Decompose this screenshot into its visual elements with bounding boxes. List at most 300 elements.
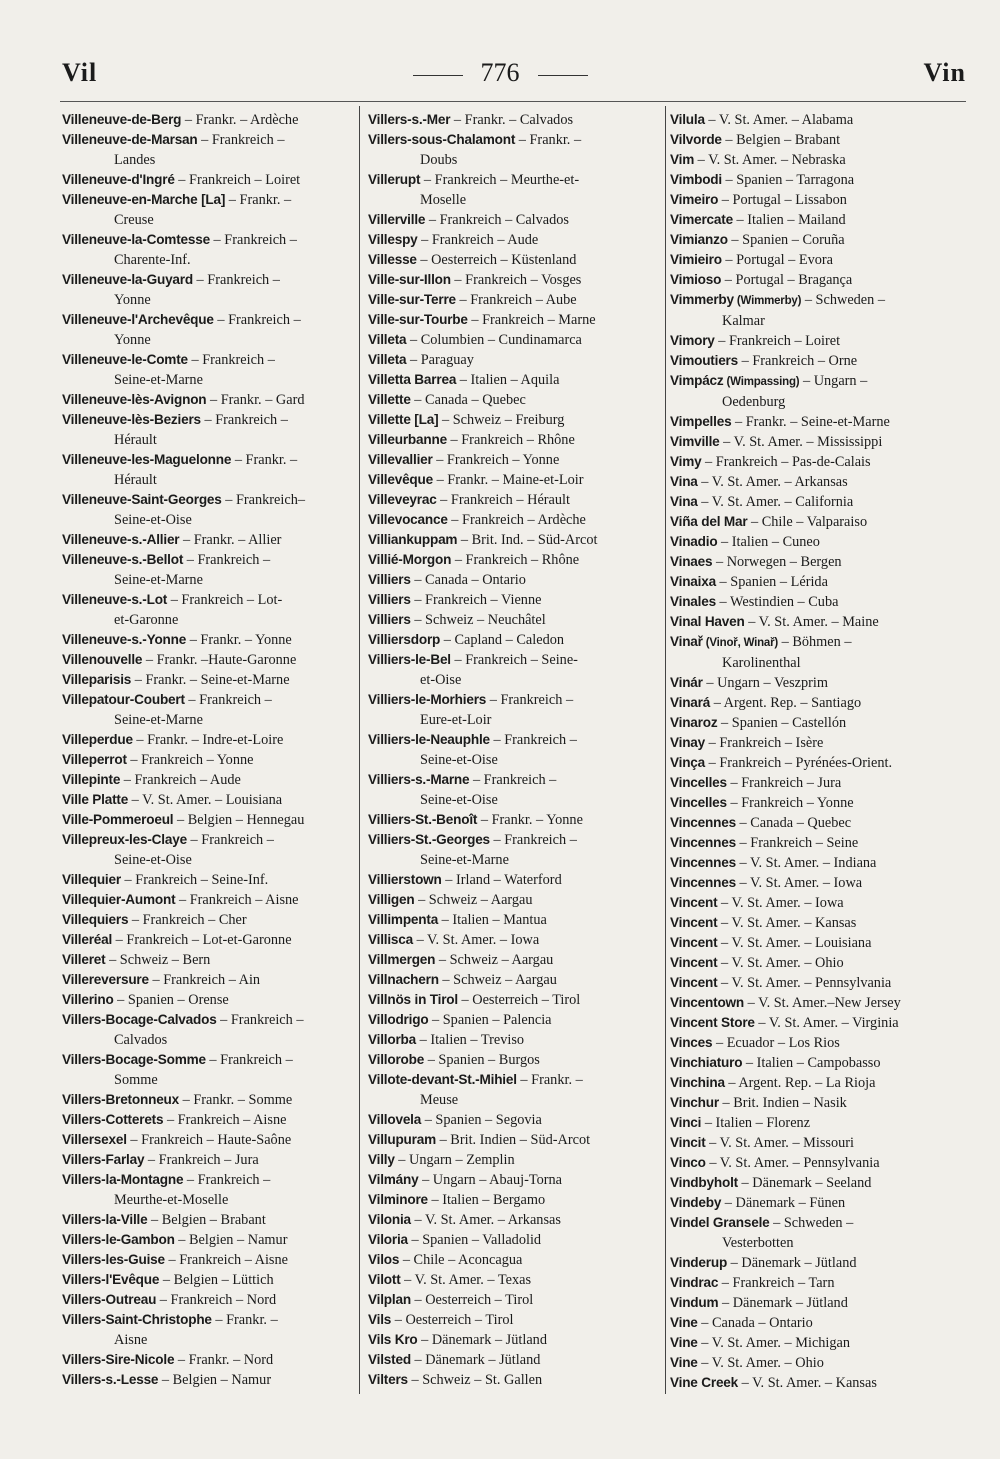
entry-headword: Vincent <box>670 975 718 990</box>
gazetteer-entry <box>368 990 660 1010</box>
entry-headword: Villodrigo <box>368 1012 429 1027</box>
entry-headword: Villeneuve-lès-Avignon <box>62 392 207 407</box>
entry-headword: Vincennes <box>670 815 736 830</box>
entry-headword: Villote-devant-St.-Mihiel <box>368 1072 517 1087</box>
entry-location: – Frankreich – Aisne <box>175 892 299 908</box>
gazetteer-entry <box>670 693 966 713</box>
entry-location: – Frankreich – Pyrénées-Orient. <box>705 755 893 771</box>
gazetteer-entry <box>670 632 966 673</box>
gazetteer-entry <box>62 690 352 730</box>
gazetteer-entry <box>62 1370 352 1390</box>
entry-location: – V. St. Amer. – Pennsylvania <box>717 975 892 991</box>
entry-location: – Frankreich – Yonne <box>726 795 854 811</box>
entry-headword: Vincent <box>670 895 718 910</box>
entry-location: – V. St. Amer. – Indiana <box>735 855 877 871</box>
entry-headword: Viña del Mar <box>670 514 748 529</box>
gazetteer-entry <box>62 750 352 770</box>
entry-headword: Villiers <box>368 612 411 627</box>
gazetteer-entry <box>368 1110 660 1130</box>
entry-location: – V. St. Amer. – Virginia <box>754 1015 899 1031</box>
entry-headword: Vindeby <box>670 1195 722 1210</box>
entry-headword: Villeneuve-les-Maguelonne <box>62 452 232 467</box>
entry-headword: Vinár <box>670 675 703 690</box>
entry-headword: Villette <box>368 392 411 407</box>
entry-location: – Capland – Caledon <box>440 632 565 648</box>
gazetteer-entry <box>62 270 352 310</box>
entry-headword: Vinal Haven <box>670 614 745 629</box>
entry-headword: Vinaixa <box>670 574 716 589</box>
entry-location: – Spanien – Castellón <box>717 715 847 731</box>
gazetteer-entry <box>62 1130 352 1150</box>
entry-headword: Villeneuve-d'Ingré <box>62 172 175 187</box>
entry-location: – Spanien – Valladolid <box>407 1232 542 1248</box>
entry-location: – Frankreich – Marne <box>467 312 596 328</box>
entry-location: – Frankreich – Pas-de-Calais <box>701 454 871 470</box>
entry-headword: Vincent <box>670 915 718 930</box>
gazetteer-entry <box>670 1133 966 1153</box>
entry-location: – Oesterreich – Küstenland <box>416 252 577 268</box>
entry-location: – Schweiz – Aargau <box>435 952 554 968</box>
gazetteer-entry <box>670 1113 966 1133</box>
entry-location: – Paraguay <box>406 352 474 368</box>
entry-location: – Irland – Waterford <box>441 872 562 888</box>
gazetteer-entry <box>62 810 352 830</box>
entry-headword: Villierstown <box>368 872 442 887</box>
entry-headword: Villmergen <box>368 952 436 967</box>
entry-location: – Frankr. – <box>516 1072 583 1088</box>
entry-location: – Frankreich – <box>187 352 275 368</box>
gazetteer-entry <box>670 250 966 270</box>
entry-location: – Oesterreich – Tirol <box>457 992 581 1008</box>
entry-location: – Schweiz – St. Gallen <box>407 1372 543 1388</box>
gazetteer-entry <box>670 1033 966 1053</box>
entry-headword: Vincelles <box>670 795 727 810</box>
gazetteer-entry <box>670 230 966 250</box>
entry-location: – V. St. Amer.–New Jersey <box>744 995 901 1011</box>
gazetteer-entry <box>368 510 660 530</box>
entry-headword: Ville-sur-Terre <box>368 292 456 307</box>
entry-location: – Frankreich – Haute-Saône <box>126 1132 292 1148</box>
page-header <box>0 58 1000 98</box>
entry-location: – Frankreich – Hérault <box>436 492 571 508</box>
gazetteer-entry <box>368 250 660 270</box>
gazetteer-entry <box>670 150 966 170</box>
entry-headword: Villers-Saint-Christophe <box>62 1312 212 1327</box>
entry-location: – Dänemark – Fünen <box>721 1195 846 1211</box>
gazetteer-entry <box>368 470 660 490</box>
entry-headword: Villerupt <box>368 172 421 187</box>
gazetteer-entry <box>670 1373 966 1393</box>
entry-headword: Villiers-s.-Marne <box>368 772 470 787</box>
entry-headword: Vilters <box>368 1372 408 1387</box>
gazetteer-entry <box>368 370 660 390</box>
entry-continuation: Hérault <box>114 472 157 488</box>
gazetteer-entry <box>670 572 966 592</box>
entry-location: – V. St. Amer. – Louisiana <box>717 935 872 951</box>
entry-headword: Vinará <box>670 695 711 710</box>
gazetteer-entry <box>368 390 660 410</box>
gazetteer-entry <box>368 1170 660 1190</box>
entry-headword: Viloria <box>368 1232 408 1247</box>
entry-headword: Vinales <box>670 594 716 609</box>
entry-continuation: Aisne <box>114 1332 148 1348</box>
header-dash-left <box>413 75 463 76</box>
entry-location: – V. St. Amer. – Mississippi <box>719 434 883 450</box>
entry-headword: Villeneuve-s.-Lot <box>62 592 168 607</box>
entry-headword: Vinces <box>670 1035 713 1050</box>
entry-continuation: Somme <box>114 1072 158 1088</box>
entry-headword: Villers-Sire-Nicole <box>62 1352 175 1367</box>
entry-headword: Vinchiaturo <box>670 1055 743 1070</box>
gazetteer-entry <box>62 1090 352 1110</box>
entry-continuation: Meurthe-et-Moselle <box>114 1192 229 1208</box>
entry-headword: Villespy <box>368 232 418 247</box>
entry-headword: Vilplan <box>368 1292 411 1307</box>
entry-headword: Vinchina <box>670 1075 725 1090</box>
entry-location: – Spanien – Orense <box>113 992 229 1008</box>
gazetteer-entry <box>670 1313 966 1333</box>
entry-location: – V. St. Amer. – Nebraska <box>694 152 846 168</box>
gazetteer-entry <box>670 993 966 1013</box>
entry-location: – Schweiz – Freiburg <box>438 412 565 428</box>
entry-headword: Vindrac <box>670 1275 719 1290</box>
gazetteer-entry <box>62 910 352 930</box>
gazetteer-entry <box>368 550 660 570</box>
gazetteer-entry <box>670 190 966 210</box>
entry-location: – Canada – Quebec <box>410 392 526 408</box>
entry-location: – Ungarn – Veszprim <box>702 675 828 691</box>
entry-continuation: Landes <box>114 152 156 168</box>
entry-headword: Villereversure <box>62 972 149 987</box>
gazetteer-entry <box>670 1353 966 1373</box>
entry-headword: Ville-sur-Illon <box>368 272 451 287</box>
entry-location: – Frankreich – Loiret <box>174 172 301 188</box>
entry-headword: Vinci <box>670 1115 702 1130</box>
entry-location: – Ecuador – Los Rios <box>712 1035 840 1051</box>
gazetteer-entry <box>62 830 352 870</box>
gazetteer-entry <box>368 430 660 450</box>
gazetteer-entry <box>62 670 352 690</box>
entry-headword: Vincennes <box>670 835 736 850</box>
entry-location: – Frankreich – Ain <box>148 972 261 988</box>
gazetteer-entry <box>368 330 660 350</box>
entry-location: – Böhmen – <box>778 634 852 650</box>
gazetteer-entry <box>368 110 660 130</box>
gazetteer-entry <box>670 913 966 933</box>
entry-headword: Villerino <box>62 992 114 1007</box>
gazetteer-entry <box>62 110 352 130</box>
gazetteer-entry <box>670 452 966 472</box>
entry-headword: Villupuram <box>368 1132 436 1147</box>
entry-headword: Villiers-le-Morhiers <box>368 692 487 707</box>
entry-location: – Westindien – Cuba <box>715 594 839 610</box>
header-left-keyword: Vil <box>62 58 98 87</box>
entry-headword: Villiers-St.-Georges <box>368 832 490 847</box>
entry-headword: Villeneuve-de-Marsan <box>62 132 198 147</box>
entry-headword: Vincelles <box>670 775 727 790</box>
entry-location: – Frankreich – <box>200 412 288 428</box>
entry-location: – V. St. Amer. – Ohio <box>697 1355 824 1371</box>
entry-headword: Villequier <box>62 872 121 887</box>
gazetteer-entry <box>368 810 660 830</box>
column-divider-1 <box>359 106 360 1394</box>
entry-headword: Vindbyholt <box>670 1175 738 1190</box>
entry-headword: Villy <box>368 1152 395 1167</box>
gazetteer-entry <box>670 552 966 572</box>
entry-location: – Frankreich – Aisne <box>164 1252 288 1268</box>
gazetteer-entry <box>62 190 352 230</box>
column-1 <box>62 110 352 1390</box>
gazetteer-entry <box>368 930 660 950</box>
gazetteer-entry <box>368 1350 660 1370</box>
entry-location: – Frankreich – Ardèche <box>447 512 586 528</box>
gazetteer-entry <box>368 170 660 210</box>
gazetteer-entry <box>670 793 966 813</box>
entry-headword: Villeta <box>368 332 407 347</box>
gazetteer-entry <box>368 1130 660 1150</box>
entry-location: – Frankreich – Yonne <box>126 752 254 768</box>
gazetteer-entry <box>368 570 660 590</box>
gazetteer-entry <box>368 970 660 990</box>
entry-location: – Frankr. –Haute-Garonne <box>142 652 297 668</box>
entry-location: – Frankr. – Indre-et-Loire <box>132 732 284 748</box>
entry-continuation: Seine-et-Marne <box>114 572 203 588</box>
entry-location: – Frankreich – Vienne <box>410 592 542 608</box>
gazetteer-entry <box>62 950 352 970</box>
entry-continuation: Seine-et-Oise <box>420 752 498 768</box>
gazetteer-entry <box>368 530 660 550</box>
entry-continuation: Vesterbotten <box>722 1235 794 1251</box>
entry-headword: Vine <box>670 1335 698 1350</box>
gazetteer-entry <box>670 1173 966 1193</box>
entry-location: – V. St. Amer. – Maine <box>744 614 879 630</box>
entry-location: – Italien – Treviso <box>416 1032 525 1048</box>
entry-location: – V. St. Amer. – Kansas <box>717 915 857 931</box>
gazetteer-entry <box>368 310 660 330</box>
entry-location: – V. St. Amer. – Alabama <box>704 112 854 128</box>
entry-continuation: Seine-et-Oise <box>114 852 192 868</box>
gazetteer-entry <box>670 331 966 351</box>
gazetteer-entry <box>670 833 966 853</box>
gazetteer-entry <box>670 1093 966 1113</box>
entry-headword: Villiers-le-Neauphle <box>368 732 490 747</box>
entry-headword: Ville Platte <box>62 792 129 807</box>
gazetteer-entry <box>368 870 660 890</box>
entry-location: – V. St. Amer. – Missouri <box>705 1135 855 1151</box>
gazetteer-entry <box>368 230 660 250</box>
entry-headword: Villiers-le-Bel <box>368 652 451 667</box>
entry-location: – Italien – Florenz <box>701 1115 811 1131</box>
gazetteer-entry <box>670 351 966 371</box>
gazetteer-entry <box>670 512 966 532</box>
entry-location: – Schweden – <box>801 292 886 308</box>
gazetteer-entry <box>62 390 352 410</box>
entry-location: – Brit. Indien – Süd-Arcot <box>436 1132 591 1148</box>
entry-headword: Villisca <box>368 932 414 947</box>
gazetteer-entry <box>62 1170 352 1210</box>
entry-location: – Frankr. – <box>515 132 582 148</box>
entry-continuation: Creuse <box>114 212 154 228</box>
gazetteer-entry <box>368 350 660 370</box>
gazetteer-entry <box>62 590 352 630</box>
gazetteer-entry <box>670 492 966 512</box>
entry-location: – Brit. Ind. – Süd-Arcot <box>457 532 598 548</box>
gazetteer-entry <box>670 1053 966 1073</box>
entry-headword: Vincentown <box>670 995 745 1010</box>
entry-location: – Canada – Ontario <box>410 572 526 588</box>
entry-location: – Frankreich – Tarn <box>718 1275 835 1291</box>
entry-headword: Villeneuve-lès-Beziers <box>62 412 201 427</box>
entry-headword: Vindel Granselе <box>670 1215 770 1230</box>
entry-headword: Vimeiro <box>670 192 719 207</box>
entry-location: – Schweden – <box>769 1215 854 1231</box>
gazetteer-entry <box>62 630 352 650</box>
entry-headword: Villers-la-Montagne <box>62 1172 184 1187</box>
gazetteer-entry <box>368 610 660 630</box>
entry-alt-name: (Vinoř, Winař) <box>702 637 779 649</box>
gazetteer-entry <box>62 1270 352 1290</box>
entry-location: – V. St. Amer. – Texas <box>400 1272 532 1288</box>
entry-location: – Ungarn – Zemplin <box>394 1152 515 1168</box>
entry-headword: Villorba <box>368 1032 417 1047</box>
entry-location: – Frankr. – Allier <box>179 532 282 548</box>
gazetteer-entry <box>62 310 352 350</box>
gazetteer-entry <box>62 130 352 170</box>
entry-headword: Villers-Bretonneux <box>62 1092 180 1107</box>
entry-headword: Villers-Farlay <box>62 1152 145 1167</box>
entry-headword: Vindum <box>670 1295 719 1310</box>
entry-location: – V. St. Amer. – Iowa <box>413 932 540 948</box>
entry-headword: Vina <box>670 474 698 489</box>
entry-headword: Villers-la-Ville <box>62 1212 148 1227</box>
entry-continuation: Seine-et-Oise <box>114 512 192 528</box>
entry-continuation: Calvados <box>114 1032 168 1048</box>
entry-location: – V. St. Amer. – Louisiana <box>128 792 283 808</box>
gazetteer-entry <box>670 933 966 953</box>
gazetteer-entry <box>670 753 966 773</box>
gazetteer-entry <box>368 1150 660 1170</box>
gazetteer-entry <box>62 1050 352 1090</box>
entry-location: – Belgien – Hennegau <box>173 812 305 828</box>
entry-headword: Villers-le-Gambon <box>62 1232 175 1247</box>
gazetteer-entry <box>670 270 966 290</box>
entry-headword: Villnachern <box>368 972 439 987</box>
entry-location: – Belgien – Namur <box>158 1372 272 1388</box>
entry-location: – Columbien – Cundinamarca <box>406 332 582 348</box>
gazetteer-entry <box>368 1370 660 1390</box>
entry-location: – Spanien – Coruña <box>727 232 845 248</box>
column-3 <box>670 110 966 1393</box>
gazetteer-entry <box>670 733 966 753</box>
entry-location: – Frankr. – Ardèche <box>181 112 299 128</box>
entry-continuation: et-Garonne <box>114 612 179 628</box>
gazetteer-entry <box>670 1273 966 1293</box>
column-divider-2 <box>665 106 666 1394</box>
entry-headword: Vilvorde <box>670 132 722 147</box>
gazetteer-entry <box>62 1110 352 1130</box>
entry-location: – Frankreich – Yonne <box>432 452 560 468</box>
entry-location: – Frankreich – Nord <box>156 1292 277 1308</box>
gazetteer-entry <box>368 130 660 170</box>
gazetteer-entry <box>670 170 966 190</box>
entry-headword: Vilott <box>368 1272 401 1287</box>
gazetteer-entry <box>670 1253 966 1273</box>
gazetteer-entry <box>368 1030 660 1050</box>
gazetteer-entry <box>670 210 966 230</box>
entry-continuation: Eure-et-Loir <box>420 712 492 728</box>
gazetteer-entry <box>368 890 660 910</box>
gazetteer-entry <box>368 410 660 430</box>
gazetteer-entry <box>62 530 352 550</box>
entry-location: – Frankreich – <box>486 692 574 708</box>
gazetteer-entry <box>368 590 660 610</box>
entry-headword: Vinça <box>670 755 706 770</box>
gazetteer-entry <box>368 1250 660 1270</box>
entry-location: – Canada – Ontario <box>697 1315 813 1331</box>
entry-location: – Portugal – Evora <box>721 252 833 268</box>
gazetteer-entry <box>670 1013 966 1033</box>
entry-location: – Frankr. – Calvados <box>450 112 574 128</box>
gazetteer-entry <box>62 410 352 450</box>
gazetteer-entry <box>368 1290 660 1310</box>
entry-location: – Belgien – Brabant <box>721 132 841 148</box>
entry-headword: Vils Kro <box>368 1332 418 1347</box>
gazetteer-entry <box>368 1330 660 1350</box>
entry-headword: Vimy <box>670 454 702 469</box>
entry-location: – Frankreich – Seine-Inf. <box>120 872 269 888</box>
entry-location: – Frankr. – Maine-et-Loir <box>433 472 584 488</box>
gazetteer-entry <box>368 1070 660 1110</box>
entry-continuation: Seine-et-Marne <box>114 372 203 388</box>
entry-location: – Argent. Rep. – Santiago <box>710 695 862 711</box>
entry-location: – Italien – Bergamo <box>427 1192 546 1208</box>
entry-headword: Vincit <box>670 1135 706 1150</box>
gazetteer-entry <box>670 813 966 833</box>
entry-headword: Vimville <box>670 434 720 449</box>
gazetteer-entry <box>368 730 660 770</box>
gazetteer-entry <box>62 230 352 270</box>
entry-location: – Schweiz – Neuchâtel <box>410 612 546 628</box>
entry-location: – V. St. Amer. – Iowa <box>717 895 844 911</box>
entry-headword: Villeveyrac <box>368 492 437 507</box>
gazetteer-entry <box>670 1193 966 1213</box>
entry-location: – Frankreich – <box>213 312 301 328</box>
entry-headword: Villepatour-Coubert <box>62 692 185 707</box>
entry-location: – Dänemark – Jütland <box>417 1332 547 1348</box>
entry-continuation: Doubs <box>420 152 458 168</box>
gazetteer-entry <box>670 773 966 793</box>
entry-headword: Villeneuve-l'Archevêque <box>62 312 214 327</box>
entry-location: – Portugal – Bragança <box>721 272 853 288</box>
entry-location: – Frankreich – <box>205 1052 293 1068</box>
entry-headword: Vine <box>670 1315 698 1330</box>
entry-location: – Frankreich – Aude <box>417 232 539 248</box>
entry-headword: Villiankuppam <box>368 532 458 547</box>
entry-headword: Vine Creek <box>670 1375 739 1390</box>
entry-headword: Vimpelles <box>670 414 732 429</box>
gazetteer-entry <box>670 612 966 632</box>
gazetteer-entry <box>62 650 352 670</box>
entry-headword: Vinaroz <box>670 715 718 730</box>
entry-continuation: Yonne <box>114 332 151 348</box>
entry-location: – Frankr. – Yonne <box>186 632 292 648</box>
entry-location: – Frankreich – <box>183 552 271 568</box>
gazetteer-entry <box>368 1270 660 1290</box>
gazetteer-entry <box>62 170 352 190</box>
gazetteer-entry <box>368 830 660 870</box>
gazetteer-entry <box>368 1310 660 1330</box>
gazetteer-entry <box>670 1333 966 1353</box>
